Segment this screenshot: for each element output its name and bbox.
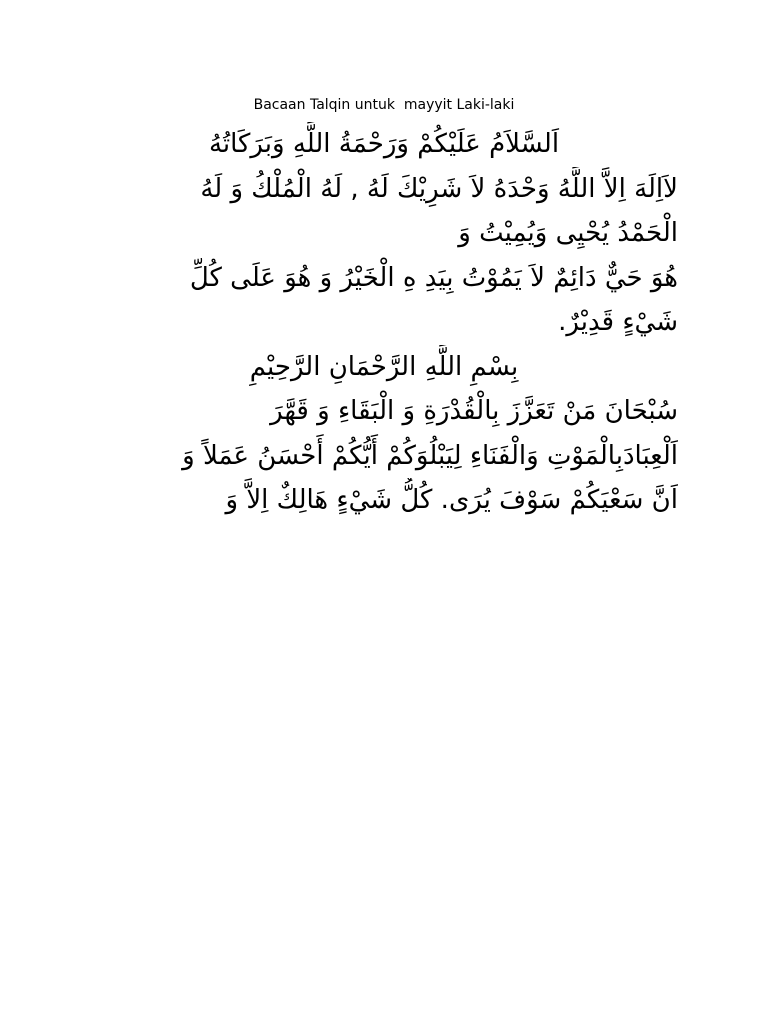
document-title: Bacaan Talqin untuk mayyit Laki-laki bbox=[253, 97, 515, 113]
text-line-3: الْحَمْدُ يُحْيِى وَيُمِيْتُ وَ bbox=[458, 218, 678, 248]
text-line-4: هُوَ حَيٌّ دَائِمٌ لاَ يَمُوْتُ بِيَدِ هِ الْخَيْرُ وَ هُوَ عَلَى كُلِّ bbox=[189, 262, 678, 293]
text-line-8: اَلْعِبَادَبِالْمَوْتِ وَالْفَنَاءِ لِيَبْلُوَكُمْ أَيُّكُمْ أَحْسَنُ عَمَلاً وَ bbox=[182, 440, 678, 471]
text-line-5: شَيْءٍ قَدِيْرٌ. bbox=[558, 307, 678, 337]
basmalah-line: بِسْمِ اللَّهِ الرَّحْمَانِ الرَّحِيْمِ bbox=[249, 351, 519, 382]
text-line-9: اَنَّ سَعْيَكُمْ سَوْفَ يُرَى. كُلُّ شَيْءٍ هَالِكٌ اِلاَّ وَ bbox=[225, 485, 678, 515]
talqin-text bbox=[90, 122, 678, 523]
text-line-2: لاَاِلَهَ اِلاَّ اللَّهُ وَحْدَهُ لاَ شَرِيْكَ لَهُ , لَهُ الْمُلْكُ وَ لَهُ bbox=[200, 173, 678, 204]
text-line-7: سُبْحَانَ مَنْ تَعَزَّزَ بِالْقُدْرَةِ وَ الْبَقَاءِ وَ قَهَّرَ bbox=[270, 396, 678, 426]
salam-line: اَلسَّلاَمُ عَلَيْكُمْ وَرَحْمَةُ اللَّهِ وَبَرَكَاتُهُ bbox=[208, 129, 560, 159]
